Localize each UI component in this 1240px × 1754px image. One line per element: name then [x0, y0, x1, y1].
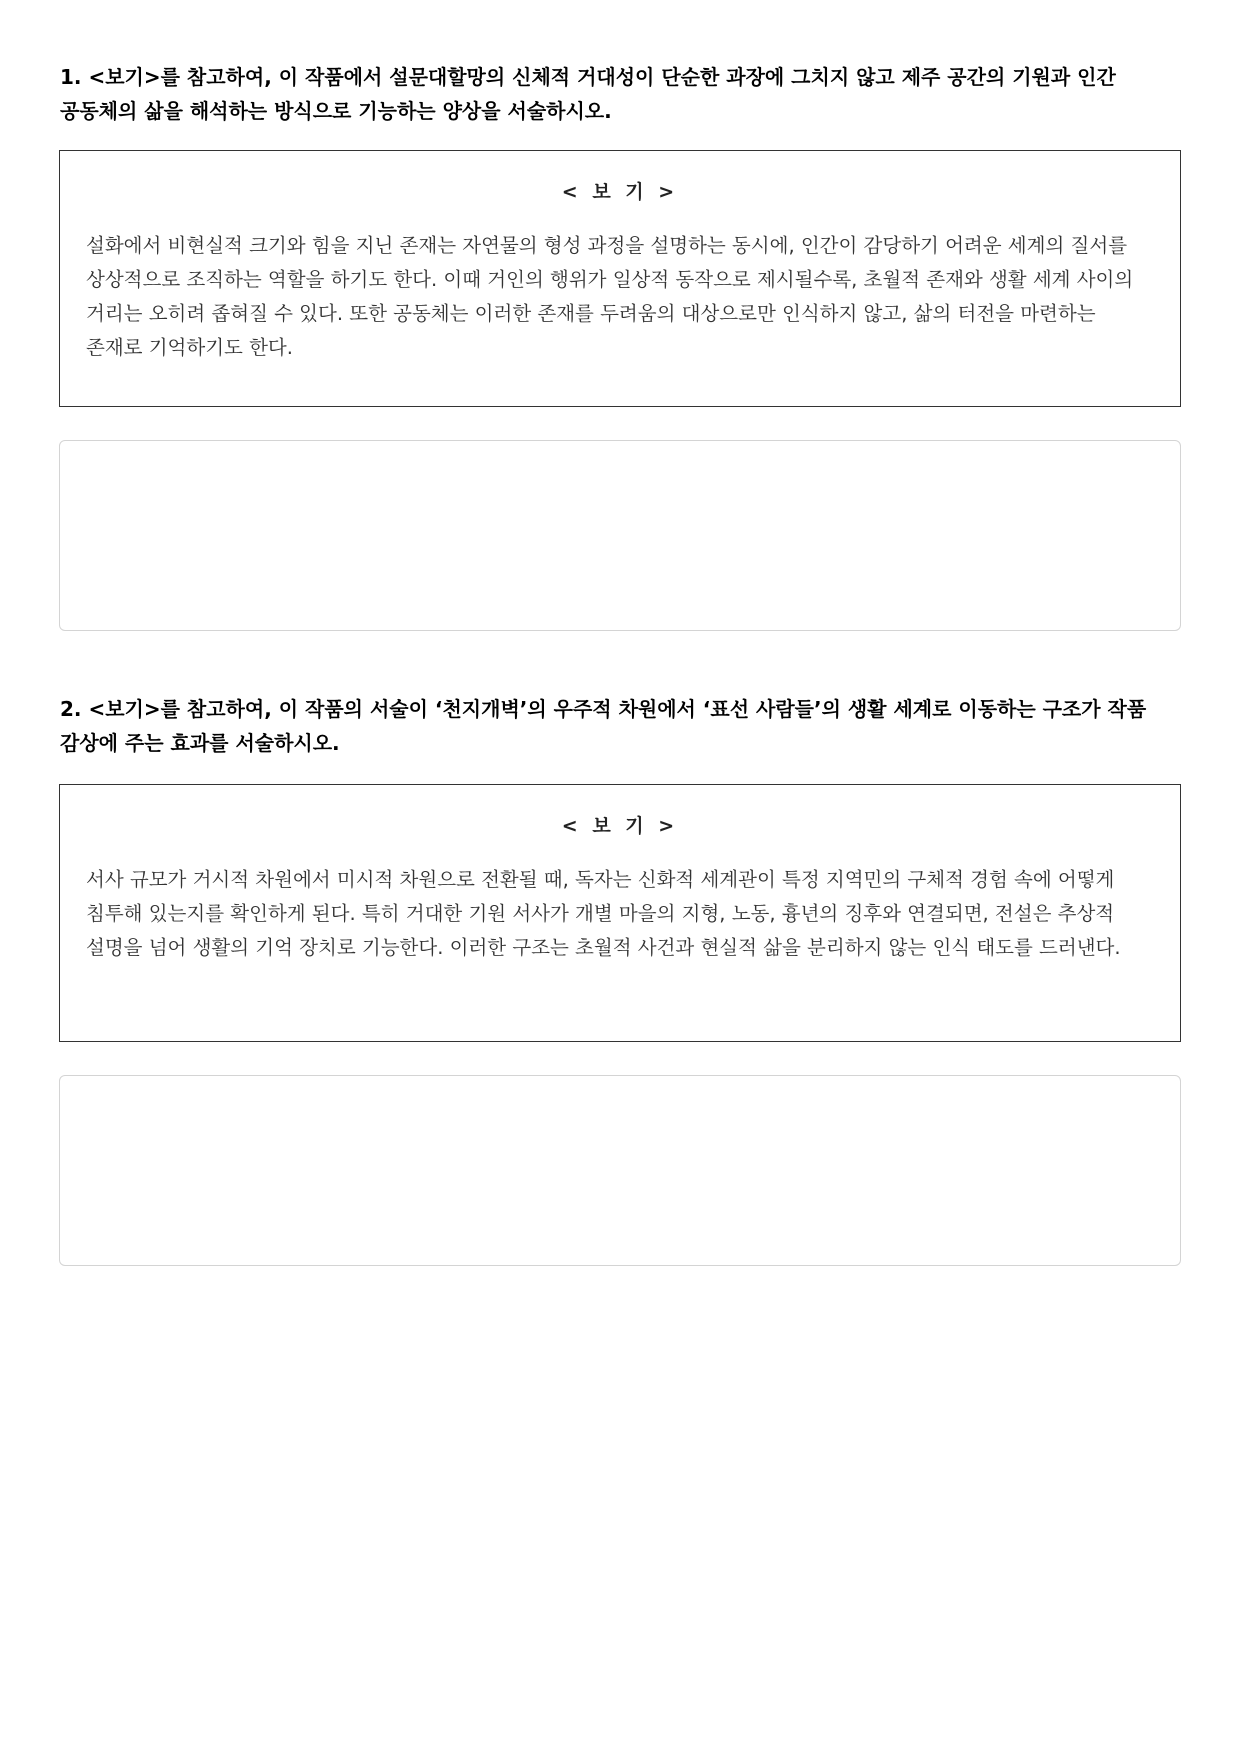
question-2-bogi-text: 서사 규모가 거시적 차원에서 미시적 차원으로 전환될 때, 독자는 신화적 세계관이 특정 지역민의 구체적 경험 속에 어떻게 침투해 있는지를 확인하게 된다. 특히 거대한 기원 서사가 개별 마을의 지형, 노동, 흉년의 징후와 연결되면, 전설은 추상적 설명을 넘어 생활의 기억 장치로 기능한다. 이러한 구조는 초월적 사건과 현실적 삶을 분리하지 않는 인식 태도를 드러낸다. [86, 868, 1121, 959]
question-2-bogi-box [59, 784, 1181, 1042]
question-2-answer-box[interactable] [59, 1075, 1181, 1266]
question-1-bogi-text: 설화에서 비현실적 크기와 힘을 지닌 존재는 자연물의 형성 과정을 설명하는 동시에, 인간이 감당하기 어려운 세계의 질서를 상상적으로 조직하는 역할을 하기도 한다. 이때 거인의 행위가 일상적 동작으로 제시될수록, 초월적 존재와 생활 세계 사이의 거리는 오히려 좁혀질 수 있다. 또한 공동체는 이러한 존재를 두려움의 대상으로만 인식하지 않고, 삶의 터전을 마련하는 존재로 기억하기도 한다. [86, 234, 1134, 359]
question-1-prompt: 1. <보기>를 참고하여, 이 작품에서 설문대할망의 신체적 거대성이 단순한 과장에 그치지 않고 제주 공간의 기원과 인간 공동체의 삶을 해석하는 방식으로 기능하는 양상을 서술하시오. [60, 65, 1116, 123]
question-2-bogi-title: < 보 기 > [561, 815, 679, 837]
question-1-bogi-box [59, 150, 1181, 407]
question-1-bogi-title: < 보 기 > [561, 181, 679, 203]
question-2-prompt: 2. <보기>를 참고하여, 이 작품의 서술이 ‘천지개벽’의 우주적 차원에서 ‘표선 사람들’의 생활 세계로 이동하는 구조가 작품 감상에 주는 효과를 서술하시오. [60, 697, 1147, 755]
question-1-answer-box[interactable] [59, 440, 1181, 631]
